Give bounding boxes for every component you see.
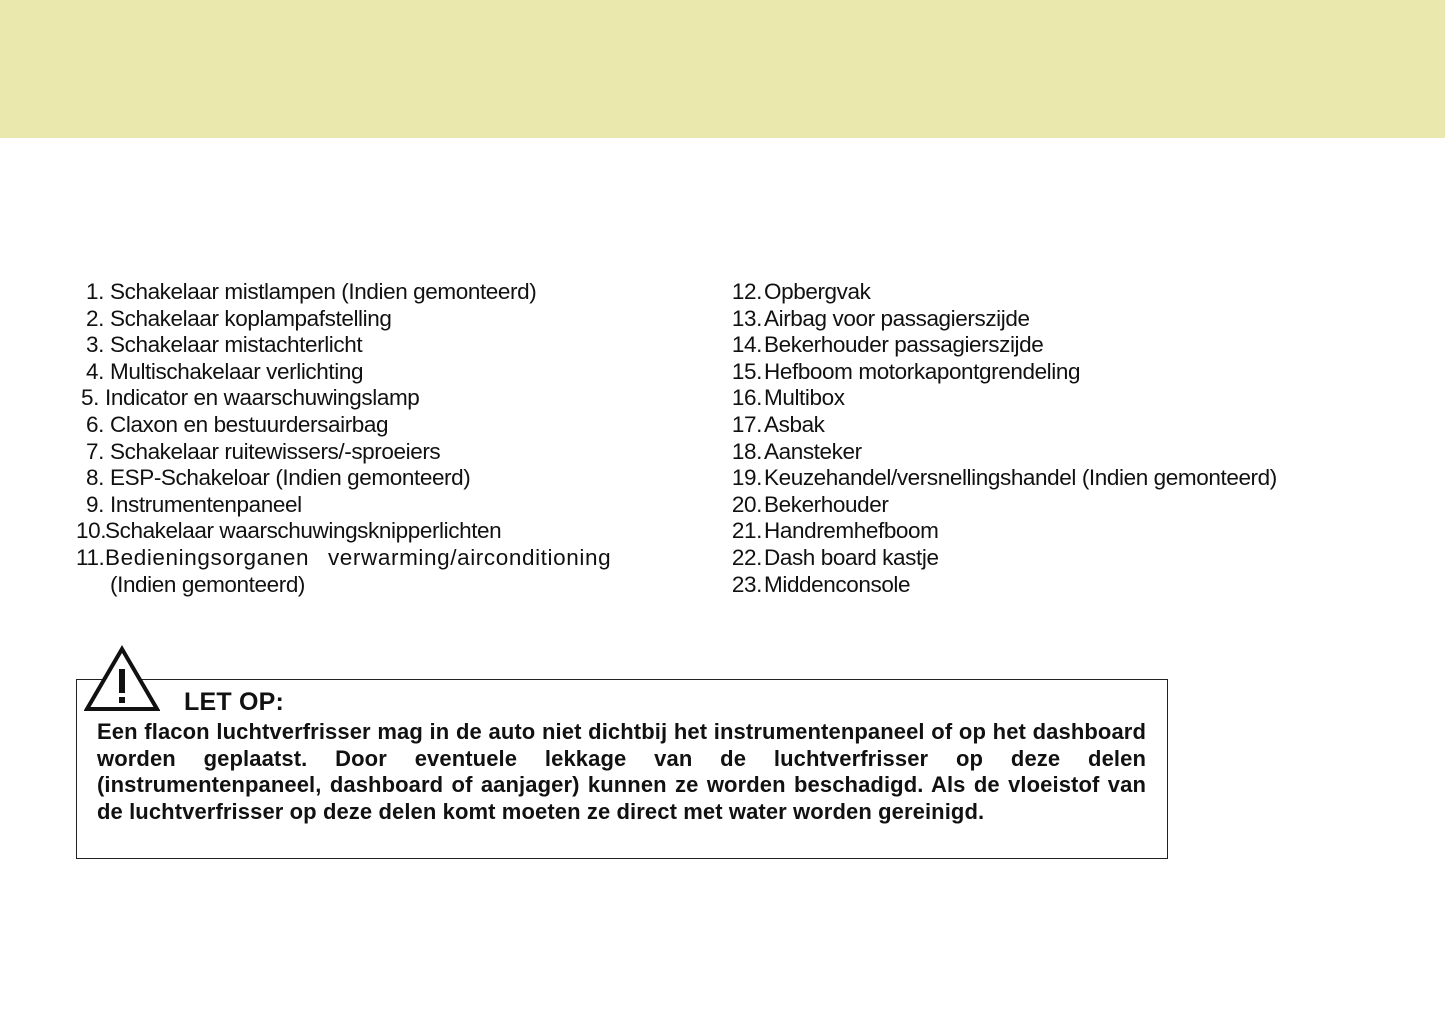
legend-item-14 <box>728 332 1368 359</box>
legend-text: Bekerhouder <box>764 491 889 517</box>
legend-item-6 <box>76 412 676 439</box>
legend-number: 1. <box>86 279 104 304</box>
legend-text: Bedieningsorganen verwarming/airconditioning <box>105 544 612 570</box>
legend-item-7 <box>76 439 676 466</box>
legend-number: 18. <box>731 438 762 464</box>
legend-text: Bekerhouder passagierszijde <box>764 332 1044 358</box>
legend-number: 19. <box>731 465 762 491</box>
legend-item-23 <box>728 572 1368 599</box>
legend-text: Aansteker <box>764 438 862 464</box>
legend-item-11-continuation <box>76 572 676 599</box>
legend-number: 14. <box>731 332 762 358</box>
legend-item-5 <box>76 385 676 412</box>
legend-text: Schakelaar mistlampen (Indien gemonteerd) <box>110 279 537 304</box>
legend-number: 8. <box>86 465 104 491</box>
legend-text: Schakelaar koplampafstelling <box>110 305 392 331</box>
legend-number: 22. <box>731 544 762 570</box>
legend-text: Dash board kastje <box>764 544 939 570</box>
legend-text: Schakelaar ruitewissers/-sproeiers <box>110 438 441 464</box>
legend-list-right <box>728 279 1368 598</box>
legend-item-21 <box>728 518 1368 545</box>
legend-text: Opbergvak <box>764 279 871 304</box>
legend-list-left <box>76 279 676 598</box>
legend-item-3 <box>76 332 676 359</box>
legend-item-1 <box>76 279 676 306</box>
legend-text: ESP-Schakeloar (Indien gemonteerd) <box>110 465 471 491</box>
legend-text: Instrumentenpaneel <box>110 491 302 517</box>
warning-triangle-icon <box>84 645 160 713</box>
legend-number: 11. <box>76 544 105 570</box>
legend-text: Airbag voor passagierszijde <box>764 305 1030 331</box>
legend-text: Asbak <box>764 411 825 437</box>
legend-item-20 <box>728 492 1368 519</box>
legend-item-2 <box>76 306 676 333</box>
legend-text: Keuzehandel/versnellingshandel (Indien gemonteerd) <box>764 465 1277 491</box>
legend-number: 16. <box>731 385 762 411</box>
legend-number: 15. <box>731 358 762 384</box>
legend-number: 21. <box>731 518 762 544</box>
legend-item-16 <box>728 385 1368 412</box>
legend-item-18 <box>728 439 1368 466</box>
legend-number: 12. <box>731 279 762 304</box>
legend-item-9 <box>76 492 676 519</box>
legend-text: Indicator en waarschuwingslamp <box>105 385 420 411</box>
header-band <box>0 0 1445 138</box>
legend-item-17 <box>728 412 1368 439</box>
legend-text: Schakelaar mistachterlicht <box>110 332 363 358</box>
legend-number: 20. <box>731 491 762 517</box>
legend-item-15 <box>728 359 1368 386</box>
legend-number: 5. <box>81 385 99 411</box>
legend-item-13 <box>728 306 1368 333</box>
legend-text: Claxon en bestuurdersairbag <box>110 411 389 437</box>
legend-text: Multibox <box>764 385 845 411</box>
legend-number: 13. <box>731 305 762 331</box>
legend-number: 3. <box>86 332 104 358</box>
legend-item-8 <box>76 465 676 492</box>
legend-item-12 <box>728 279 1368 306</box>
legend-number: 2. <box>86 305 104 331</box>
legend-number: 4. <box>86 358 104 384</box>
legend-text: (Indien gemonteerd) <box>110 571 306 597</box>
legend-number: 7. <box>86 438 104 464</box>
legend-number: 17. <box>731 411 762 437</box>
legend-number: 23. <box>731 571 762 597</box>
legend-item-19 <box>728 465 1368 492</box>
legend-text: Handremhefboom <box>764 518 939 544</box>
legend-number: 10. <box>76 518 107 544</box>
legend-item-10 <box>76 518 676 545</box>
legend-text: Multischakelaar verlichting <box>110 358 364 384</box>
legend-text: Schakelaar waarschuwingsknipperlichten <box>105 518 502 544</box>
legend-text: Hefboom motorkapontgrendeling <box>764 358 1081 384</box>
warning-title: LET OP: <box>184 688 285 716</box>
legend-text: Middenconsole <box>764 571 911 597</box>
warning-text: Een flacon luchtverfrisser mag in de auto niet dichtbij het instrumentenpaneel of op het dashboard worden geplaatst. Door eventuele lekkage van de luchtverfrisser op deze delen (instrumentenpaneel, dashboard of aanjager) kunnen ze worden beschadigd. Als de vloeistof van de luchtverfrisser op deze delen komt moeten ze direct met water worden gereinigd. <box>97 719 1146 824</box>
legend-item-4 <box>76 359 676 386</box>
legend-item-11 <box>76 545 676 572</box>
legend-item-22 <box>728 545 1368 572</box>
legend-number: 9. <box>86 491 104 517</box>
legend-number: 6. <box>86 411 104 437</box>
